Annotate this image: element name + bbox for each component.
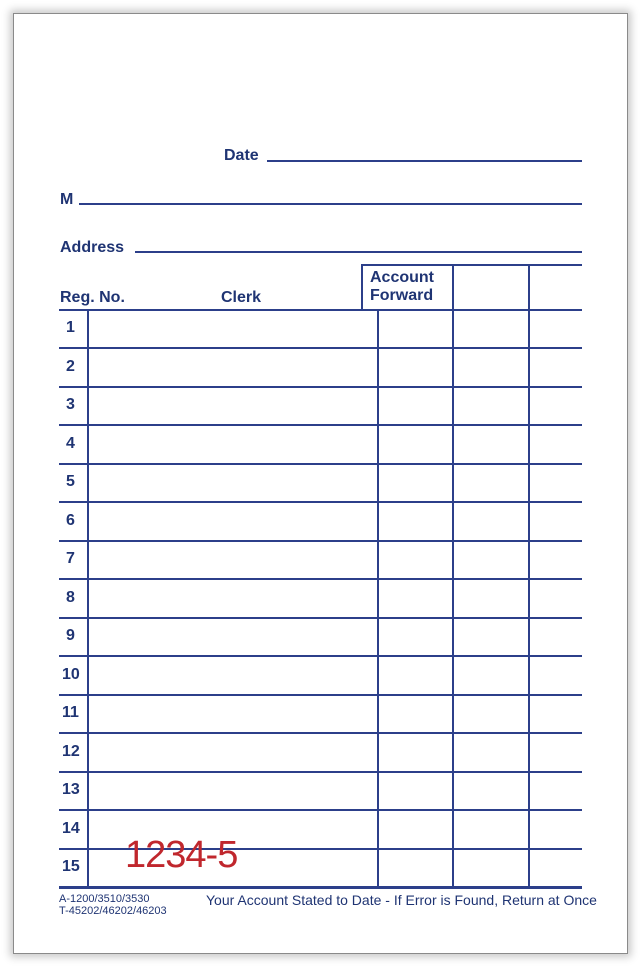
row-line[interactable] (59, 578, 582, 580)
account-forward-line1: Account (370, 269, 434, 286)
row-number: 3 (66, 396, 75, 413)
row-line[interactable] (59, 424, 582, 426)
row-line[interactable] (59, 386, 582, 388)
row-line[interactable] (59, 694, 582, 696)
row-number: 7 (66, 550, 75, 567)
header-divider-1 (452, 264, 454, 310)
row-line[interactable] (59, 809, 582, 811)
account-forward-column-divider (452, 310, 454, 887)
row-number: 13 (62, 781, 80, 798)
row-number: 12 (62, 743, 80, 760)
account-forward-header (370, 269, 434, 305)
address-field-line[interactable] (135, 251, 582, 253)
row-number: 11 (62, 704, 79, 721)
row-number: 9 (66, 627, 75, 644)
row-number: 2 (66, 358, 75, 375)
date-field-line[interactable] (267, 160, 582, 162)
row-number: 10 (62, 666, 80, 683)
amount-column-divider (528, 310, 530, 887)
header-divider-2 (528, 264, 530, 310)
form-code-line1: A-1200/3510/3530 (59, 893, 150, 905)
row-line[interactable] (59, 771, 582, 773)
m-label: M (60, 191, 74, 208)
row-number: 15 (62, 858, 80, 875)
row-line[interactable] (59, 732, 582, 734)
row-number: 6 (66, 512, 75, 529)
row-line[interactable] (59, 655, 582, 657)
clerk-header: Clerk (221, 289, 262, 306)
clerk-column-divider (377, 310, 379, 887)
address-label: Address (60, 239, 125, 256)
row-line[interactable] (59, 347, 582, 349)
reg-no-column-divider (87, 310, 89, 887)
serial-number: 1234-5 (125, 834, 238, 876)
form-code-line2: T-45202/46202/46203 (59, 905, 167, 917)
row-number: 8 (66, 589, 75, 606)
row-line[interactable] (59, 501, 582, 503)
footer-message: Your Account Stated to Date - If Error is Found, Return at Once (206, 892, 597, 908)
row-number: 14 (62, 820, 80, 837)
date-label: Date (224, 147, 259, 164)
account-forward-line2: Forward (370, 287, 434, 304)
table-bottom-line (59, 886, 582, 889)
reg-no-header: Reg. No. (60, 289, 125, 306)
customer-name-field-line[interactable] (79, 203, 582, 205)
row-number: 4 (66, 435, 75, 452)
row-line[interactable] (59, 617, 582, 619)
row-line[interactable] (59, 463, 582, 465)
table-header-line (59, 309, 582, 311)
sales-slip-card (13, 13, 628, 954)
row-line[interactable] (59, 540, 582, 542)
row-number: 1 (66, 319, 75, 336)
row-number: 5 (66, 473, 75, 490)
